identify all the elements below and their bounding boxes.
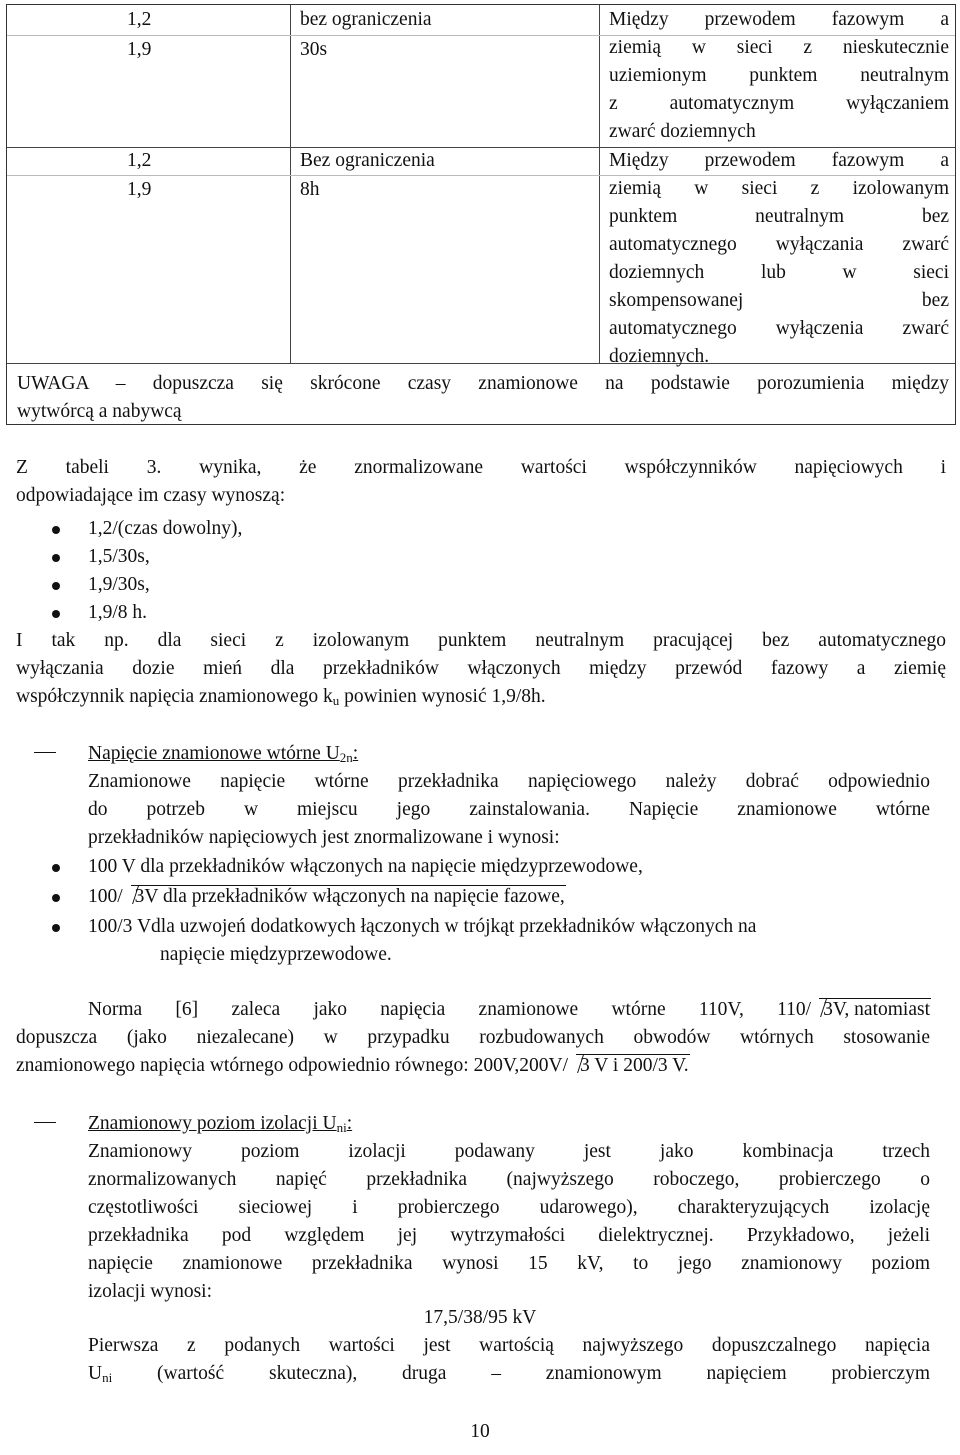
list-item-text: 1,5/30s,	[88, 546, 150, 567]
table-cell-time: bez ograniczenia	[300, 9, 432, 30]
heading-text: :	[352, 743, 359, 764]
heading-text: :	[346, 1113, 353, 1134]
voltage-factor-table	[6, 4, 956, 425]
text-line: częstotliwości sieciowej i probierczego udarowego), charakteryzujących izolację	[88, 1197, 930, 1218]
text-line	[88, 1360, 930, 1388]
list-item-text: napięcie międzyprzewodowe.	[160, 944, 392, 965]
text-line: przekładnika pod względem jej wytrzymałości dielektrycznej. Przykładowo, jeżeli	[88, 1225, 930, 1246]
table-cell-time: 30s	[300, 39, 328, 60]
formula: 17,5/38/95 kV	[423, 1307, 537, 1328]
table-cell-description	[609, 147, 949, 371]
desc-line: automatycznego wyłączania zwarć	[609, 234, 949, 255]
bullet-icon	[52, 610, 60, 618]
table-note	[17, 370, 949, 426]
desc-line: skompensowanej bez	[609, 290, 949, 311]
table-cell-factor: 1,9	[127, 179, 152, 200]
text-line: znormalizowanych napięć przekładnika (najwyższego roboczego, probierczego o	[88, 1169, 930, 1190]
sqrt-symbol	[568, 1052, 689, 1080]
text-line: wyłączania dozie mień dla przekładników włączonych między przewód fazowy a ziemię	[16, 658, 946, 679]
desc-line: doziemnych lub w sieci	[609, 262, 949, 283]
text-line: przekładników napięciowych jest znormalizowane i wynosi:	[88, 827, 560, 848]
table-col-divider	[290, 5, 291, 363]
section-heading-insulation-level	[88, 1110, 352, 1138]
list-item-text: 100/3 Vdla uzwojeń dodatkowych łączonych w trójkąt przekładników włączonych na	[88, 916, 757, 937]
desc-line: automatycznego wyłączenia zwarć	[609, 318, 949, 339]
note-line: wytwórcą a nabywcą	[17, 401, 182, 422]
subscript: 2n	[339, 750, 353, 765]
list-item	[52, 913, 932, 969]
dash-bullet-icon	[34, 752, 56, 753]
list-item-text	[88, 883, 565, 911]
text-line: odpowiadające im czasy wynoszą:	[16, 485, 286, 506]
text-line: I tak np. dla sieci z izolowanym punktem neutralnym pracującej bez automatycznego	[16, 630, 946, 651]
text-line	[16, 683, 946, 711]
section-body	[88, 768, 930, 852]
text-fragment: (wartość skuteczna), druga – znamionowym napięciem probierczym	[112, 1363, 930, 1384]
list-item	[52, 543, 452, 571]
table-cell-time: 8h	[300, 179, 320, 200]
table-cell-factor: 1,9	[127, 39, 152, 60]
paragraph-intro	[16, 454, 946, 510]
list-item-text: 1,9/30s,	[88, 574, 150, 595]
note-line: UWAGA – dopuszcza się skrócone czasy znamionowe na podstawie porozumienia między	[17, 373, 949, 394]
table-cell-factor: 1,2	[127, 150, 152, 171]
text-fragment: powinien wynosić 1,9/8h.	[339, 686, 546, 707]
text-fragment: 100/	[88, 886, 123, 907]
table-cell-factor: 1,2	[127, 9, 152, 30]
desc-line: z automatycznym wyłączaniem	[609, 93, 949, 114]
subscript: ni	[336, 1120, 347, 1135]
bullet-icon	[52, 864, 60, 872]
dash-bullet-icon	[34, 1122, 56, 1123]
page-number: 10	[470, 1421, 490, 1442]
text-fragment: 3 V i 200/3 V.	[580, 1055, 689, 1076]
text-fragment: Norma [6] zaleca jako napięcia znamionowe wtórne 110V, 110/	[88, 999, 812, 1020]
list-item	[52, 515, 452, 543]
table-cell-time: Bez ograniczenia	[300, 150, 435, 171]
text-fragment: 3V dla przekładników włączonych na napięcie fazowe,	[134, 886, 565, 907]
sqrt-symbol	[123, 883, 565, 911]
desc-line: ziemią w sieci z nieskutecznie	[609, 37, 949, 58]
list-item	[52, 571, 452, 599]
bullet-icon	[52, 526, 60, 534]
subscript: ni	[102, 1370, 113, 1385]
section-body	[88, 1138, 930, 1306]
desc-line: zwarć doziemnych	[609, 121, 756, 142]
sqrt-symbol	[811, 996, 930, 1024]
list-item	[52, 883, 932, 911]
text-line: do potrzeb w miejscu jego zainstalowania. Napięcie znamionowe wtórne	[88, 799, 930, 820]
bullet-icon	[52, 554, 60, 562]
text-line: dopuszcza (jako niezalecane) w przypadku rozbudowanych obwodów wtórnych stosowanie	[16, 1027, 930, 1048]
desc-line: punktem neutralnym bez	[609, 206, 949, 227]
section-body	[88, 1332, 930, 1388]
text-fragment: 3V, natomiast	[823, 999, 930, 1020]
bullet-icon	[52, 894, 60, 902]
heading-text: Znamionowy poziom izolacji U	[88, 1113, 337, 1134]
paragraph-example	[16, 627, 946, 711]
bullet-icon	[52, 582, 60, 590]
text-line: izolacji wynosi:	[88, 1281, 213, 1302]
list-item	[52, 853, 932, 881]
list-item-text: 1,9/8 h.	[88, 602, 148, 623]
list-item-text: 100 V dla przekładników włączonych na napięcie międzyprzewodowe,	[88, 856, 643, 877]
desc-line: doziemnych.	[609, 346, 710, 367]
text-line: Znamionowe napięcie wtórne przekładnika napięciowego należy dobrać odpowiednio	[88, 771, 930, 792]
text-fragment: znamionowego napięcia wtórnego odpowiednio równego: 200V,200V/	[16, 1055, 569, 1076]
desc-line: ziemią w sieci z izolowanym	[609, 178, 949, 199]
list-item-text: 1,2/(czas dowolny),	[88, 518, 243, 539]
text-fragment: współczynnik napięcia znamionowego k	[16, 686, 333, 707]
list-item	[52, 599, 452, 627]
section-heading-secondary-voltage	[88, 740, 358, 768]
desc-line: uziemionym punktem neutralnym	[609, 65, 949, 86]
text-line: Znamionowy poziom izolacji podawany jest jako kombinacja trzech	[88, 1141, 930, 1162]
paragraph-norm	[16, 996, 930, 1080]
desc-line: Między przewodem fazowym a	[609, 9, 949, 30]
bullet-icon	[52, 924, 60, 932]
heading-text: Napięcie znamionowe wtórne U	[88, 743, 340, 764]
text-line	[16, 996, 930, 1024]
text-line: napięcie znamionowe przekładnika wynosi 15 kV, to jego znamionowy poziom	[88, 1253, 930, 1274]
text-line: Pierwsza z podanych wartości jest wartością najwyższego dopuszczalnego napięcia	[88, 1335, 930, 1356]
table-cell-description	[609, 6, 949, 146]
text-line: Z tabeli 3. wynika, że znormalizowane wartości współczynników napięciowych i	[16, 457, 946, 478]
text-fragment: U	[88, 1363, 103, 1384]
table-col-divider	[599, 5, 600, 363]
text-line	[16, 1052, 930, 1080]
desc-line: Między przewodem fazowym a	[609, 150, 949, 171]
subscript: u	[332, 693, 340, 708]
